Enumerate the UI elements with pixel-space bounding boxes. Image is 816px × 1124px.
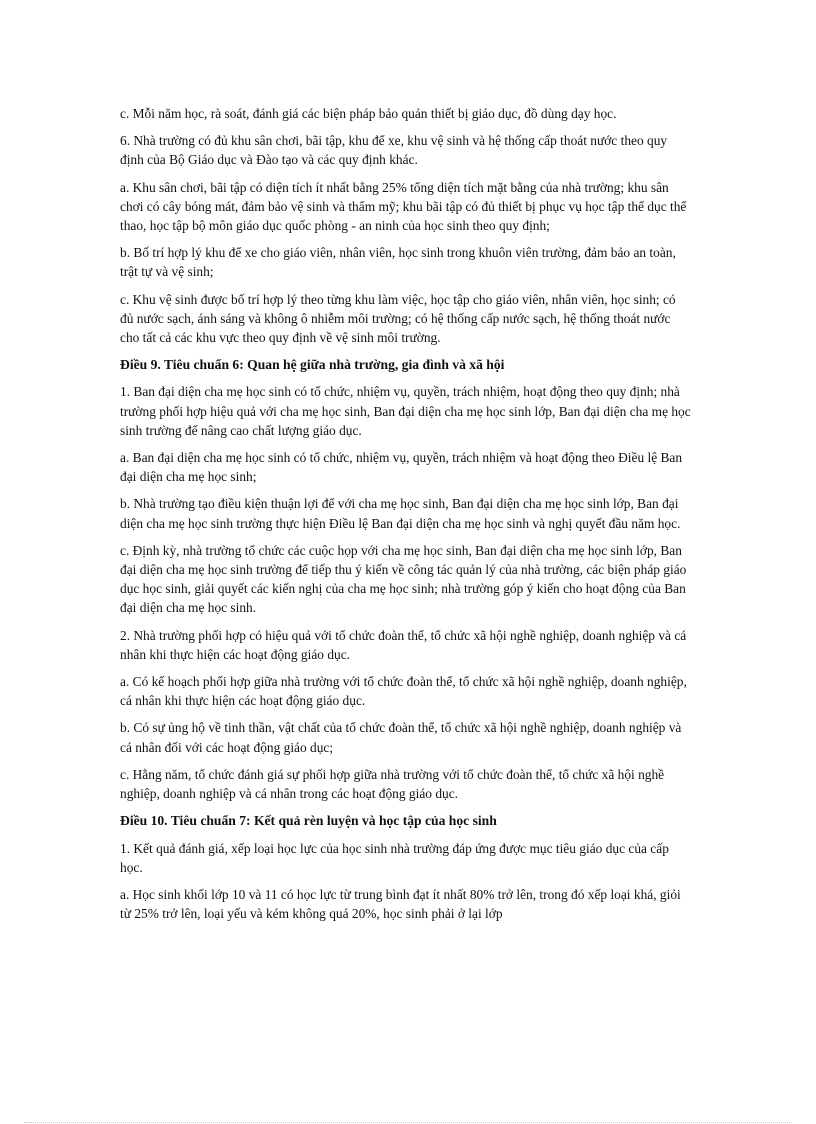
document-body (120, 104, 692, 931)
paragraph-dien-tich-san-choi: a. Khu sân chơi, bãi tập có diện tích ít nhất bằng 25% tổng diện tích mặt bằng của nhà trường; khu sân chơi có cây bóng mát, đảm bảo vệ sinh và thẩm mỹ; khu bãi tập có đủ thiết bị phục vụ học tập thể dục thể thao, học tập bộ môn giáo dục quốc phòng - an ninh của học sinh theo quy định; (120, 179, 687, 234)
paragraph-bao-quan-thiet-bi: c. Mỗi năm học, rà soát, đánh giá các biện pháp bảo quản thiết bị giáo dục, đồ dùng dạy học. (120, 106, 617, 121)
paragraph-khu-san-choi: 6. Nhà trường có đủ khu sân chơi, bãi tập, khu để xe, khu vệ sinh và hệ thống cấp thoát nước theo quy định của Bộ Giáo dục và Đào tạo và các quy định khác. (120, 133, 668, 168)
paragraph-khu-ve-sinh: c. Khu vệ sinh được bố trí hợp lý theo từng khu làm việc, học tập cho giáo viên, nhân viên, học sinh; có đủ nước sạch, ánh sáng và không ô nhiễm môi trường; có hệ thống cấp nước sạch, hệ thống thoát nước cho tất cả các khu vực theo quy định về vệ sinh môi trường. (120, 291, 676, 346)
heading-dieu-10: Điều 10. Tiêu chuẩn 7: Kết quả rèn luyện và học tập của học sinh (120, 813, 497, 829)
paragraph-ke-hoach-phoi-hop: a. Có kế hoạch phối hợp giữa nhà trường với tổ chức đoàn thể, tổ chức xã hội nghề nghiệp, doanh nghiệp, cá nhân khi thực hiện các hoạt động giáo dục. (120, 674, 687, 709)
paragraph-phoi-hop-doan-the: 2. Nhà trường phối hợp có hiệu quả với tổ chức đoàn thể, tổ chức xã hội nghề nghiệp, doanh nghiệp và cá nhân khi thực hiện các hoạt động giáo dục. (120, 627, 687, 662)
paragraph-khu-de-xe: b. Bố trí hợp lý khu để xe cho giáo viên, nhân viên, học sinh trong khuôn viên trường, đảm bảo an toàn, trật tự và vệ sinh; (120, 245, 676, 280)
heading-dieu-9: Điều 9. Tiêu chuẩn 6: Quan hệ giữa nhà trường, gia đình và xã hội (120, 357, 505, 373)
paragraph-ket-qua-hoc-luc: 1. Kết quả đánh giá, xếp loại học lực của học sinh nhà trường đáp ứng được mục tiêu giáo dục của cấp học. (120, 840, 669, 875)
paragraph-su-ung-ho: b. Có sự ủng hộ về tinh thần, vật chất của tổ chức đoàn thể, tổ chức xã hội nghề nghiệp, doanh nghiệp và cá nhân đối với các hoạt động giáo dục; (120, 720, 682, 755)
paragraph-ban-dai-dien-to-chuc: a. Ban đại diện cha mẹ học sinh có tổ chức, nhiệm vụ, quyền, trách nhiệm và hoạt động theo Điều lệ Ban đại diện cha mẹ học sinh; (120, 450, 683, 485)
paragraph-danh-gia-phoi-hop: c. Hằng năm, tổ chức đánh giá sự phối hợp giữa nhà trường với tổ chức đoàn thể, tổ chức xã hội nghề nghiệp, doanh nghiệp và cá nhân trong các hoạt động giáo dục. (120, 766, 665, 802)
paragraph-dinh-ky-hop: c. Định kỳ, nhà trường tổ chức các cuộc họp với cha mẹ học sinh, Ban đại diện cha mẹ học sinh lớp, Ban đại diện cha mẹ học sinh trường để tiếp thu ý kiến về công tác quản lý của nhà trường, các biện pháp giáo dục học sinh, giải quyết các kiến nghị của cha mẹ học sinh; nhà trường góp ý kiến cho hoạt động của Ban đại diện cha mẹ học sinh. (120, 542, 687, 616)
paragraph-ban-dai-dien: 1. Ban đại diện cha mẹ học sinh có tổ chức, nhiệm vụ, quyền, trách nhiệm, hoạt động theo quy định; nhà trường phối hợp hiệu quả với cha mẹ học sinh, Ban đại diện cha mẹ học sinh lớp, Ban đại diện cha mẹ học sinh trường để nâng cao chất lượng giáo dục. (120, 384, 691, 438)
paragraph-hoc-sinh-khoi-10-11: a. Học sinh khối lớp 10 và 11 có học lực từ trung bình đạt ít nhất 80% trở lên, trong đó xếp loại khá, giỏi từ 25% trở lên, loại yếu và kém không quá 20%, học sinh phải ở lại lớp (120, 886, 681, 922)
paragraph-dieu-kien-thuan-loi: b. Nhà trường tạo điều kiện thuận lợi để với cha mẹ học sinh, Ban đại diện cha mẹ học sinh lớp, Ban đại diện cha mẹ học sinh trường thực hiện Điều lệ Ban đại diện cha mẹ học sinh và nghị quyết đầu năm học. (120, 496, 681, 531)
